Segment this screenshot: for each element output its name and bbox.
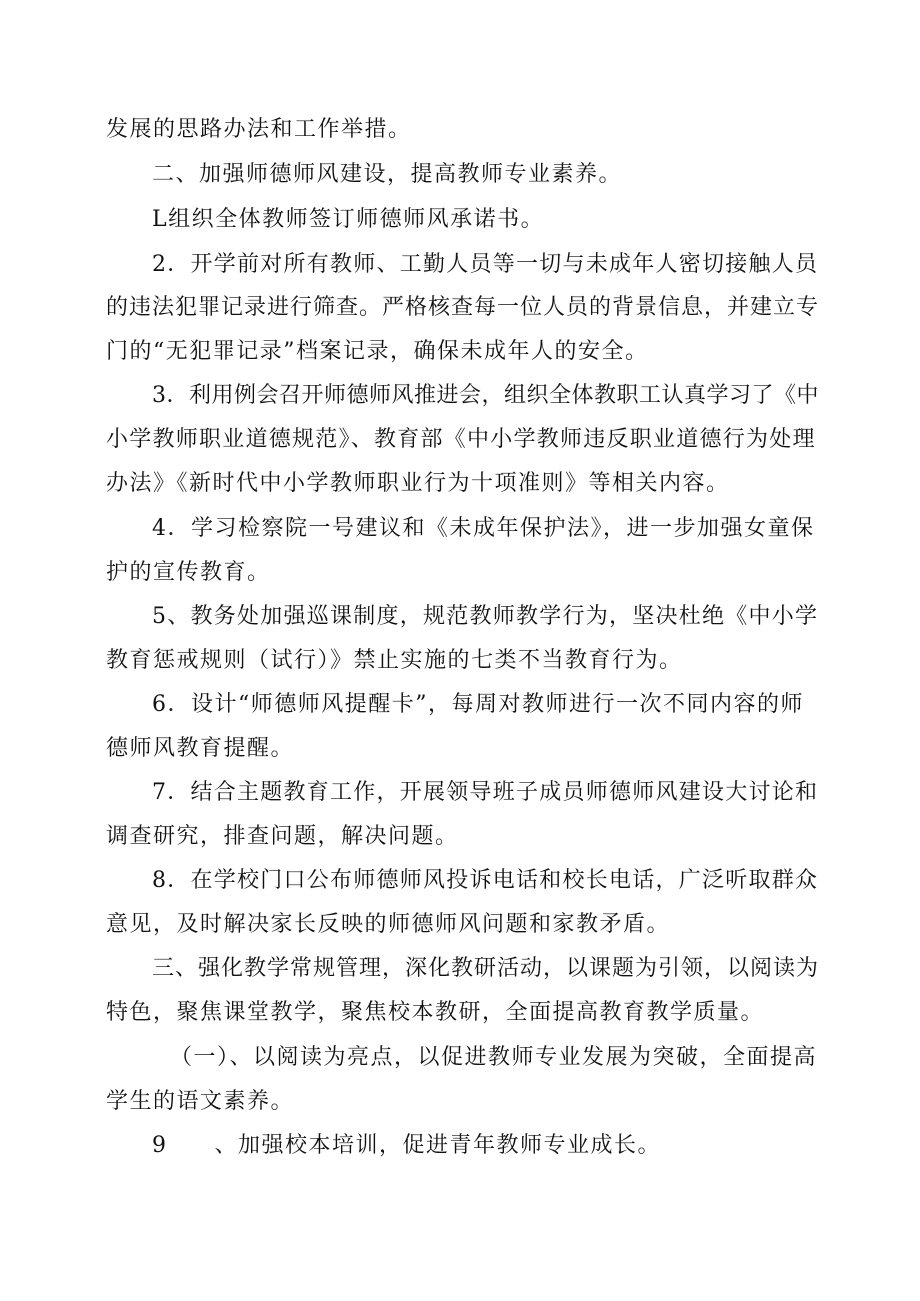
text-line: 3．利用例会召开师德师风推进会，组织全体教职工认真学习了《中	[152, 383, 819, 408]
text-line: 办法》《新时代中小学教师职业行为十项准则》等相关内容。	[106, 471, 730, 496]
text-line: 特色，聚焦课堂教学，聚焦校本教研，全面提高教育教学质量。	[106, 1000, 765, 1025]
text-line: 学生的语文素养。	[106, 1089, 295, 1114]
text-line: 教育惩戒规则（试行）》禁止实施的七类不当教育行为。	[106, 648, 683, 673]
text-line: 2．开学前对所有教师、工勤人员等一切与未成年人密切接触人员	[152, 252, 819, 277]
text-line: 意见，及时解决家长反映的师德师风问题和家教矛盾。	[106, 912, 671, 937]
section-heading: 二、加强师德师风建设，提高教师专业素养。	[152, 162, 623, 187]
section-heading: 三、强化教学常规管理，深化教研活动，以课题为引领，以阅读为	[152, 956, 820, 981]
text-line: 门的“无犯罪记录”档案记录，确保未成年人的安全。	[106, 339, 649, 364]
text-line: 的违法犯罪记录进行筛查。严格核查每一位人员的背景信息，并建立专	[106, 295, 820, 320]
text-line: 小学教师职业道德规范》、教育部《中小学教师违反职业道德行为处理	[106, 427, 816, 452]
text-line: 4．学习检察院一号建议和《未成年保护法》，进一步加强女童保	[152, 516, 815, 541]
text-line: L组织全体教师签订师德师风承诺书。	[152, 207, 545, 232]
text-line: 9 、加强校本培训，促进青年教师专业成长。	[152, 1133, 661, 1158]
text-line: 调查研究，排查问题，解决问题。	[106, 824, 459, 849]
text-line: 8．在学校门口公布师德师风投诉电话和校长电话，广泛听取群众	[152, 868, 819, 893]
text-line: 7．结合主题教育工作，开展领导班子成员师德师风建设大讨论和	[152, 780, 819, 805]
text-line: 发展的思路办法和工作举措。	[106, 117, 412, 142]
text-line: 德师风教育提醒。	[106, 736, 295, 761]
subsection-heading: （一）、以阅读为亮点，以促进教师专业发展为突破，全面提高	[170, 1045, 818, 1070]
text-line: 5、教务处加强巡课制度，规范教师教学行为，坚决杜绝《中小学	[152, 604, 819, 629]
text-line: 6．设计“师德师风提醒卡”，每周对教师进行一次不同内容的师	[152, 692, 804, 717]
text-line: 护的宣传教育。	[106, 560, 271, 585]
